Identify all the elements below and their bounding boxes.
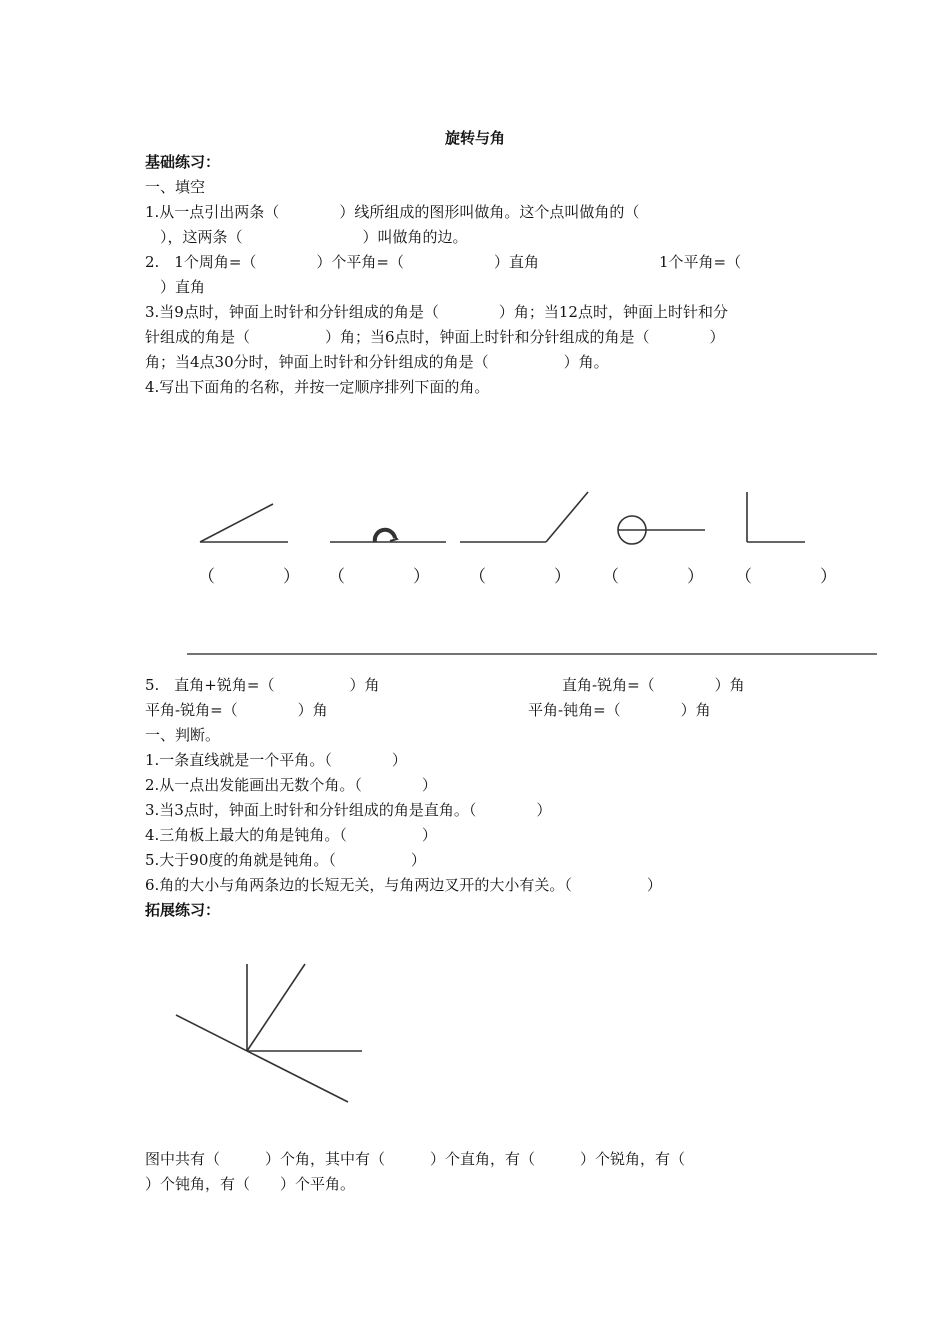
- q1-line1: 1.从一点引出两条（ ）线所组成的图形叫做角。这个点叫做角的（: [145, 203, 640, 221]
- angle-blank-1[interactable]: （ ）: [198, 567, 300, 587]
- ext-line1: 图中共有（ ）个角，其中有（ ）个直角，有（ ）个锐角，有（: [145, 1150, 686, 1168]
- extension-figure: [176, 964, 362, 1102]
- judge-item-3: 3.当3点时，钟面上时针和分针组成的角是直角。（ ）: [145, 801, 552, 819]
- ext-line2: ）个钝角，有（ ）个平角。: [145, 1175, 356, 1193]
- round-angle-figure: [618, 516, 705, 544]
- judge-item-1: 1.一条直线就是一个平角。（ ）: [145, 751, 407, 769]
- judge-item-4: 4.三角板上最大的角是钝角。（ ）: [145, 826, 437, 844]
- judge-item-6: 6.角的大小与角两条边的长短无关，与角两边叉开的大小有关。（ ）: [145, 876, 662, 894]
- q3-line1: 3.当9点时，钟面上时针和分针组成的角是（ ）角；当12点时，钟面上时针和分: [145, 303, 728, 321]
- q2-line1: 2. 1个周角=（ ）个平角=（ ）直角 1个平角=（: [145, 253, 742, 271]
- part2-heading: 一、判断。: [145, 726, 221, 744]
- acute-angle-figure: [200, 504, 288, 542]
- judge-item-5: 5.大于90度的角就是钝角。（ ）: [145, 851, 426, 869]
- section-basic-heading: 基础练习：: [145, 153, 221, 171]
- obtuse-angle-figure: [460, 492, 588, 542]
- angle-blank-2[interactable]: （ ）: [328, 567, 430, 587]
- judge-item-2: 2.从一点出发能画出无数个角。（ ）: [145, 776, 437, 794]
- q1-line2: ），这两条（ ）叫做角的边。: [145, 228, 468, 246]
- angle-blank-5[interactable]: （ ）: [735, 567, 837, 587]
- q5-line2-b: 平角-钝角=（ ）角: [528, 701, 711, 719]
- page-title: 旋转与角: [444, 129, 505, 147]
- q5-line1-b: 直角-锐角=（ ）角: [562, 676, 745, 694]
- straight-angle-figure: [330, 530, 446, 542]
- angle-blank-3[interactable]: （ ）: [469, 567, 571, 587]
- angle-blank-4[interactable]: （ ）: [602, 567, 704, 587]
- q5-line2-a: 平角-锐角=（ ）角: [145, 701, 328, 719]
- q5-line1-a: 5. 直角+锐角=（ ）角: [145, 676, 380, 694]
- q4-text: 4.写出下面角的名称，并按一定顺序排列下面的角。: [145, 378, 490, 396]
- q2-line2: ）直角: [145, 278, 206, 296]
- right-angle-figure: [747, 492, 805, 542]
- q3-line2: 针组成的角是（ ）角；当6点时，钟面上时针和分针组成的角是（ ）: [145, 328, 725, 346]
- q3-line3: 角；当4点30分时，钟面上时针和分针组成的角是（ ）角。: [145, 353, 609, 371]
- part1-heading: 一、填空: [145, 178, 206, 196]
- section-ext-heading: 拓展练习：: [145, 901, 221, 919]
